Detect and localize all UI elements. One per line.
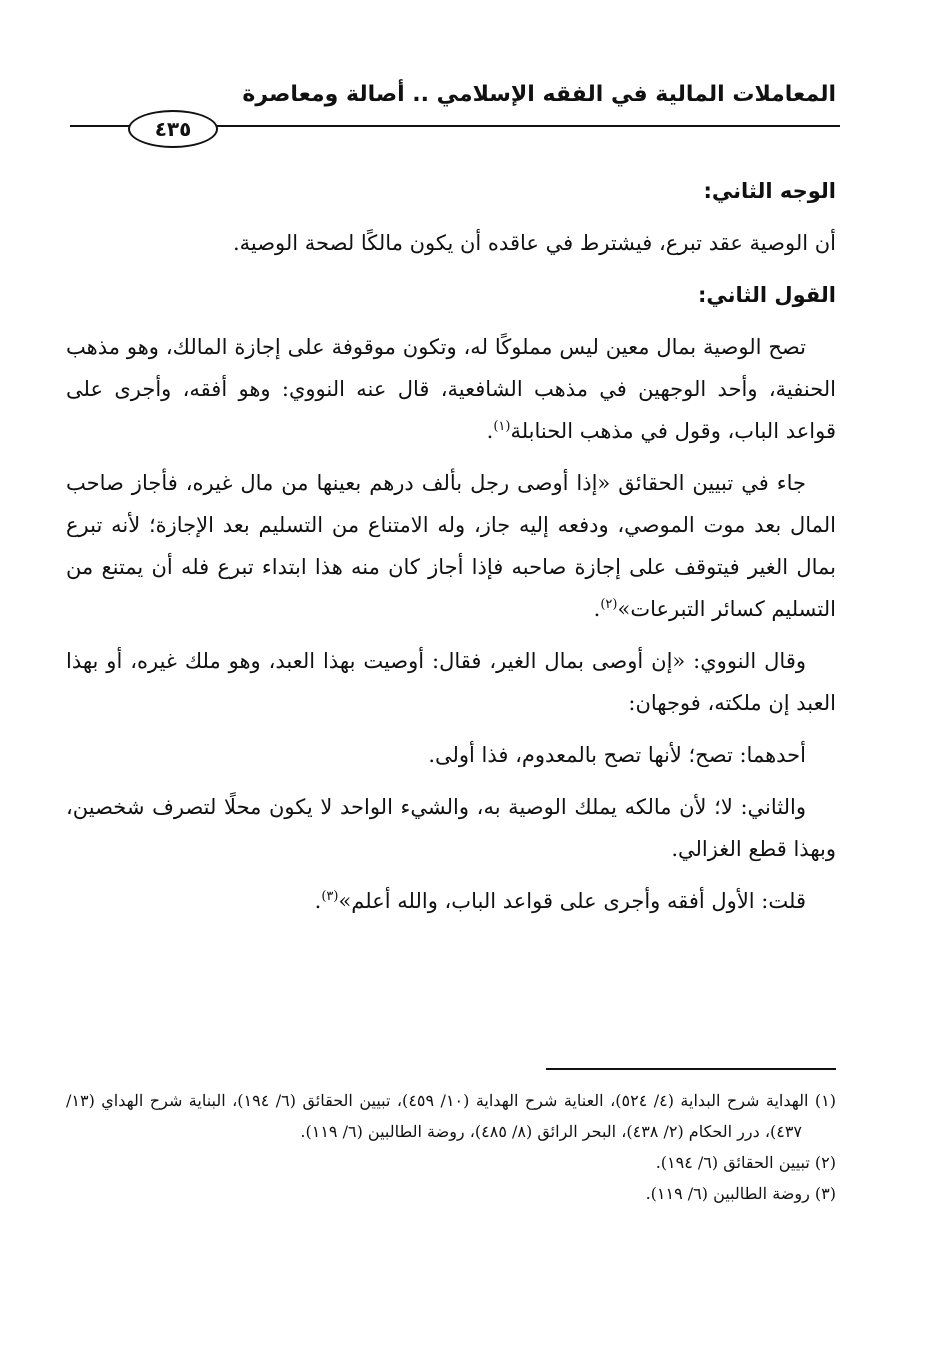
paragraph-tabyin-quote (66, 462, 836, 630)
paragraph-first-aspect: أن الوصية عقد تبرع، فيشترط في عاقده أن يكون مالكًا لصحة الوصية. (232, 231, 836, 255)
footnote-separator (546, 1068, 836, 1070)
paragraph-second-opinion (66, 326, 836, 452)
footnote-ref-1: (١) (493, 419, 511, 434)
paragraph-text: قلت: الأول أفقه وأجرى على قواعد الباب، والله أعلم» (338, 889, 806, 913)
footnotes (66, 1085, 836, 1209)
footnote-3: (٣) روضة الطالبين (٦/ ١١٩). (645, 1184, 836, 1203)
running-title: المعاملات المالية في الفقه الإسلامي .. أصالة ومعاصرة (242, 82, 836, 107)
paragraph-first-view: أحدهما: تصح؛ لأنها تصح بالمعدوم، فذا أولى. (428, 743, 806, 767)
section-heading-second-opinion: القول الثاني: (698, 283, 836, 307)
paragraph-text: جاء في تبيين الحقائق «إذا أوصى رجل بألف درهم بعينها من مال غيره، فأجاز صاحب المال بعد موت الموصي، ودفعه إليه جاز، وله الامتناع من التسليم بعد الإجازة؛ لأنه تبرع بمال الغير فيتوقف على إجازة صاحبه فإذا أجاز كان منه هذا ابتداء تبرع فله أن يمتنع من التسليم كسائر التبرعات» (66, 471, 836, 621)
paragraph-end: . (486, 419, 494, 443)
paragraph-second-view: والثاني: لا؛ لأن مالكه يملك الوصية به، والشيء الواحد لا يكون محلًا لتصرف شخصين، وبهذا قطع الغزالي. (66, 795, 836, 861)
section-heading-first-aspect: الوجه الثاني: (703, 179, 836, 203)
paragraph-text: تصح الوصية بمال معين ليس مملوكًا له، وتكون موقوفة على إجازة المالك، وهو مذهب الحنفية، وأحد الوجهين في مذهب الشافعية، قال عنه النووي: وهو أفقه، وأجرى على قواعد الباب، وقول في مذهب الحنابلة (66, 335, 836, 443)
main-text (66, 170, 836, 932)
paragraph-end: . (314, 889, 322, 913)
footnote-1: (١) الهداية شرح البداية (٤/ ٥٢٤)، العناية شرح الهداية (١٠/ ٤٥٩)، تبيين الحقائق (٦/ ١٩٤)، البناية شرح الهداي (١٣/ ٤٣٧)، درر الحكام (٢/ ٤٣٨)، البحر الرائق (٨/ ٤٨٥)، روضة الطالبين (٦/ ١١٩). (66, 1091, 837, 1141)
paragraph-nawawi-quote: وقال النووي: «إن أوصى بمال الغير، فقال: أوصيت بهذا العبد، وهو ملك غيره، أو بهذا العبد إن ملكته، فوجهان: (66, 649, 836, 715)
page-number-badge: ٤٣٥ (128, 110, 218, 148)
paragraph-conclusion (66, 880, 836, 922)
paragraph-end: . (593, 597, 601, 621)
footnote-2: (٢) تبيين الحقائق (٦/ ١٩٤). (655, 1153, 836, 1172)
footnote-ref-3: (٣) (321, 889, 339, 904)
footnote-ref-2: (٢) (600, 597, 618, 612)
